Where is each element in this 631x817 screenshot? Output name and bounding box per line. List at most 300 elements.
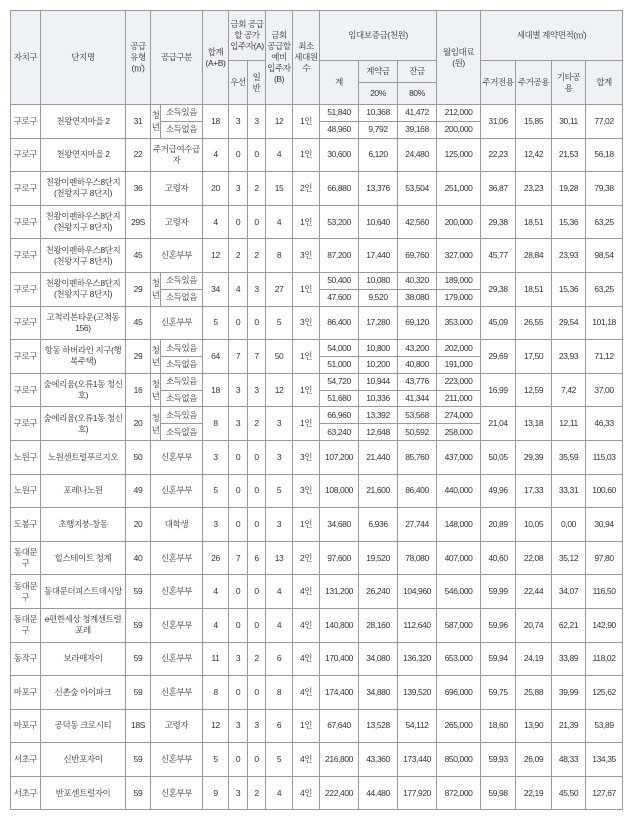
cell-min-household: 4인 — [293, 642, 320, 676]
cell-deposit-total: 63,240 — [320, 424, 359, 441]
cell-reserve: 5 — [266, 474, 293, 508]
cell-deposit-total: 140,800 — [320, 608, 359, 642]
cell-category: 대학생 — [151, 508, 203, 542]
cell-deposit-total: 66,880 — [320, 172, 359, 206]
cell-balance: 69,760 — [398, 239, 437, 273]
cell-min-household: 4인 — [293, 676, 320, 710]
cell-min-household: 4인 — [293, 575, 320, 609]
cell-category: 소득있음 — [161, 272, 203, 289]
cell-contract: 34,080 — [359, 642, 398, 676]
cell-min-household: 1인 — [293, 340, 320, 374]
cell-min-household: 1인 — [293, 407, 320, 441]
cell-contract: 17,280 — [359, 306, 398, 340]
cell-area-total: 101,18 — [586, 306, 623, 340]
cell-general: 0 — [248, 138, 266, 172]
cell-type: 59 — [126, 743, 151, 777]
cell-reserve: 4 — [266, 205, 293, 239]
cell-rent: 125,000 — [437, 138, 481, 172]
cell-category: 신혼부부 — [151, 743, 203, 777]
cell-contract: 9,520 — [359, 289, 398, 306]
cell-type: 29S — [126, 205, 151, 239]
cell-area-other: 19,28 — [552, 172, 586, 206]
cell-contract: 13,392 — [359, 407, 398, 424]
cell-total: 4 — [203, 575, 229, 609]
cell-total: 9 — [203, 776, 229, 810]
cell-type: 59 — [126, 575, 151, 609]
cell-area-excl: 59,94 — [481, 642, 516, 676]
cell-total: 4 — [203, 608, 229, 642]
cell-priority: 0 — [229, 508, 248, 542]
header-type: 공급유형(㎡) — [126, 11, 151, 105]
cell-area-excl: 36,87 — [481, 172, 516, 206]
cell-deposit-total: 174,400 — [320, 676, 359, 710]
cell-priority: 3 — [229, 373, 248, 407]
cell-area-shared: 18,51 — [516, 272, 552, 306]
cell-category: 주거급여수급자 — [151, 138, 203, 172]
cell-rent: 696,000 — [437, 676, 481, 710]
cell-priority: 3 — [229, 172, 248, 206]
cell-reserve: 4 — [266, 138, 293, 172]
cell-area-other: 23,93 — [552, 239, 586, 273]
cell-rent: 258,000 — [437, 424, 481, 441]
cell-reserve: 15 — [266, 172, 293, 206]
cell-area-total: 77,02 — [586, 105, 623, 139]
cell-type: 59 — [126, 676, 151, 710]
cell-rent: 587,000 — [437, 608, 481, 642]
cell-reserve: 8 — [266, 239, 293, 273]
cell-min-household: 3인 — [293, 474, 320, 508]
cell-name: 천왕이펜하우스8단지(천왕지구 8단지) — [41, 239, 126, 273]
cell-contract: 10,368 — [359, 105, 398, 122]
cell-category: 신혼부부 — [151, 474, 203, 508]
cell-gu: 동대문구 — [11, 575, 41, 609]
cell-contract: 10,200 — [359, 356, 398, 373]
cell-area-total: 98,54 — [586, 239, 623, 273]
cell-type: 59 — [126, 608, 151, 642]
cell-category: 신혼부부 — [151, 608, 203, 642]
cell-balance: 40,800 — [398, 356, 437, 373]
cell-general: 0 — [248, 575, 266, 609]
cell-name: 숲에리움(오류1동 청신호) — [41, 373, 126, 407]
cell-priority: 4 — [229, 272, 248, 306]
cell-category: 소득없음 — [161, 289, 203, 306]
cell-general: 6 — [248, 541, 266, 575]
cell-contract: 28,160 — [359, 608, 398, 642]
cell-area-shared: 13,18 — [516, 407, 552, 441]
cell-general: 0 — [248, 608, 266, 642]
cell-area-other: 33,31 — [552, 474, 586, 508]
header-area-total: 합계 — [586, 61, 623, 105]
cell-total: 12 — [203, 239, 229, 273]
cell-reserve: 4 — [266, 608, 293, 642]
cell-gu: 서초구 — [11, 743, 41, 777]
table-row — [11, 508, 623, 542]
table-row — [11, 709, 623, 743]
cell-balance: 43,200 — [398, 340, 437, 357]
cell-general: 0 — [248, 306, 266, 340]
cell-gu: 동작구 — [11, 642, 41, 676]
cell-area-excl: 49,96 — [481, 474, 516, 508]
cell-category: 신혼부부 — [151, 440, 203, 474]
cell-contract: 10,944 — [359, 373, 398, 390]
cell-area-shared: 13,90 — [516, 709, 552, 743]
cell-category: 신혼부부 — [151, 306, 203, 340]
cell-area-excl: 20,89 — [481, 508, 516, 542]
cell-area-other: 15,36 — [552, 205, 586, 239]
cell-balance: 112,640 — [398, 608, 437, 642]
cell-gu: 구로구 — [11, 205, 41, 239]
cell-name: 노원센트럴푸르지오 — [41, 440, 126, 474]
cell-deposit-total: 87,200 — [320, 239, 359, 273]
table-row — [11, 172, 623, 206]
cell-area-other: 39,99 — [552, 676, 586, 710]
cell-name: 천왕연지마을 2 — [41, 105, 126, 139]
cell-area-excl: 29,38 — [481, 272, 516, 306]
cell-name: 신촌숲 아이파크 — [41, 676, 126, 710]
cell-area-excl: 59,96 — [481, 608, 516, 642]
cell-name: 고척리본타운(고척동 156) — [41, 306, 126, 340]
cell-category: 소득있음 — [161, 340, 203, 357]
cell-name: e편한세상 청계센트럴포레 — [41, 608, 126, 642]
cell-reserve: 3 — [266, 440, 293, 474]
cell-area-excl: 22,23 — [481, 138, 516, 172]
cell-gu: 구로구 — [11, 373, 41, 407]
cell-balance: 27,744 — [398, 508, 437, 542]
cell-area-total: 118,02 — [586, 642, 623, 676]
cell-contract: 10,080 — [359, 272, 398, 289]
cell-contract: 13,528 — [359, 709, 398, 743]
cell-min-household: 1인 — [293, 105, 320, 139]
cell-general: 3 — [248, 272, 266, 306]
cell-contract: 6,936 — [359, 508, 398, 542]
cell-min-household: 4인 — [293, 776, 320, 810]
cell-area-other: 7,42 — [552, 373, 586, 407]
cell-gu: 구로구 — [11, 306, 41, 340]
cell-deposit-total: 48,960 — [320, 121, 359, 138]
cell-balance: 39,168 — [398, 121, 437, 138]
cell-priority: 0 — [229, 205, 248, 239]
cell-general: 2 — [248, 239, 266, 273]
header-name: 단지명 — [41, 11, 126, 105]
cell-name: 천왕이펜하우스8단지(천왕지구 8단지) — [41, 172, 126, 206]
cell-min-household: 1인 — [293, 138, 320, 172]
cell-deposit-total: 54,720 — [320, 373, 359, 390]
cell-name: 천왕이펜하우스8단지(천왕지구 8단지) — [41, 205, 126, 239]
cell-area-other: 29,54 — [552, 306, 586, 340]
header-gu: 자치구 — [11, 11, 41, 105]
cell-type: 49 — [126, 474, 151, 508]
cell-area-total: 30,94 — [586, 508, 623, 542]
cell-category: 신혼부부 — [151, 776, 203, 810]
cell-deposit-total: 51,680 — [320, 390, 359, 407]
cell-rent: 546,000 — [437, 575, 481, 609]
cell-balance: 24,480 — [398, 138, 437, 172]
cell-general: 0 — [248, 440, 266, 474]
cell-balance: 41,472 — [398, 105, 437, 122]
cell-area-total: 56,18 — [586, 138, 623, 172]
header-deposit-total: 계 — [320, 61, 359, 105]
cell-deposit-total: 107,200 — [320, 440, 359, 474]
table-row — [11, 105, 623, 122]
cell-area-shared: 10,05 — [516, 508, 552, 542]
cell-area-other: 15,36 — [552, 272, 586, 306]
cell-category: 신혼부부 — [151, 676, 203, 710]
cell-name: 공덕동 크로시티 — [41, 709, 126, 743]
cell-contract: 43,360 — [359, 743, 398, 777]
cell-type: 29 — [126, 340, 151, 374]
cell-reserve: 6 — [266, 642, 293, 676]
cell-min-household: 4인 — [293, 608, 320, 642]
cell-rent: 407,000 — [437, 541, 481, 575]
cell-area-other: 35,12 — [552, 541, 586, 575]
cell-general: 2 — [248, 642, 266, 676]
cell-area-total: 71,12 — [586, 340, 623, 374]
cell-rent: 179,000 — [437, 289, 481, 306]
cell-name: 포레나노원 — [41, 474, 126, 508]
cell-priority: 3 — [229, 776, 248, 810]
cell-deposit-total: 216,800 — [320, 743, 359, 777]
cell-contract: 12,648 — [359, 424, 398, 441]
header-area: 세대별 계약면적(㎡) — [481, 11, 623, 61]
cell-contract: 6,120 — [359, 138, 398, 172]
cell-youth: 청년 — [151, 373, 161, 407]
cell-reserve: 6 — [266, 709, 293, 743]
cell-area-total: 37,00 — [586, 373, 623, 407]
cell-min-household: 2인 — [293, 172, 320, 206]
cell-area-other: 30,11 — [552, 105, 586, 139]
header-reserve: 금회 공급할 예비 입주자(B) — [266, 11, 293, 105]
cell-area-shared: 12,59 — [516, 373, 552, 407]
cell-min-household: 1인 — [293, 272, 320, 306]
cell-deposit-total: 51,000 — [320, 356, 359, 373]
cell-priority: 3 — [229, 709, 248, 743]
cell-deposit-total: 108,000 — [320, 474, 359, 508]
cell-contract: 10,800 — [359, 340, 398, 357]
cell-type: 45 — [126, 239, 151, 273]
header-deposit: 임대보증금(천원) — [320, 11, 437, 61]
cell-area-excl: 29,69 — [481, 340, 516, 374]
cell-area-total: 100,60 — [586, 474, 623, 508]
header-contract-pct: 20% — [359, 83, 398, 105]
cell-category: 소득있음 — [161, 373, 203, 390]
cell-area-other: 62,21 — [552, 608, 586, 642]
cell-priority: 0 — [229, 138, 248, 172]
cell-area-other: 21,39 — [552, 709, 586, 743]
cell-min-household: 1인 — [293, 373, 320, 407]
cell-deposit-total: 67,640 — [320, 709, 359, 743]
cell-total: 34 — [203, 272, 229, 306]
cell-total: 11 — [203, 642, 229, 676]
cell-balance: 43,776 — [398, 373, 437, 390]
cell-rent: 327,000 — [437, 239, 481, 273]
header-contract: 계약금 — [359, 61, 398, 83]
cell-rent: 200,000 — [437, 121, 481, 138]
cell-area-total: 46,33 — [586, 407, 623, 441]
cell-name: 초행지붕-창동 — [41, 508, 126, 542]
cell-general: 2 — [248, 172, 266, 206]
cell-deposit-total: 50,400 — [320, 272, 359, 289]
cell-area-excl: 59,98 — [481, 776, 516, 810]
cell-general: 3 — [248, 373, 266, 407]
header-area-other: 기타공용 — [552, 61, 586, 105]
header-vacant: 금회 공급할 공가 입주자(A) — [229, 11, 266, 61]
cell-area-other: 0,00 — [552, 508, 586, 542]
cell-rent: 653,000 — [437, 642, 481, 676]
cell-general: 3 — [248, 105, 266, 139]
cell-contract: 21,600 — [359, 474, 398, 508]
cell-area-excl: 40,60 — [481, 541, 516, 575]
cell-balance: 53,568 — [398, 407, 437, 424]
cell-deposit-total: 53,200 — [320, 205, 359, 239]
cell-type: 36 — [126, 172, 151, 206]
cell-area-total: 53,89 — [586, 709, 623, 743]
cell-deposit-total: 54,000 — [320, 340, 359, 357]
cell-balance: 139,520 — [398, 676, 437, 710]
cell-contract: 19,520 — [359, 541, 398, 575]
cell-name: 힐스테이트 청계 — [41, 541, 126, 575]
cell-rent: 189,000 — [437, 272, 481, 289]
table-row — [11, 373, 623, 390]
cell-name: 천왕이펜하우스8단지(천왕지구 8단지) — [41, 272, 126, 306]
cell-total: 64 — [203, 340, 229, 374]
cell-priority: 3 — [229, 407, 248, 441]
cell-gu: 동대문구 — [11, 541, 41, 575]
cell-area-shared: 26,55 — [516, 306, 552, 340]
cell-deposit-total: 51,840 — [320, 105, 359, 122]
cell-rent: 440,000 — [437, 474, 481, 508]
table-row — [11, 205, 623, 239]
cell-balance: 85,760 — [398, 440, 437, 474]
cell-total: 3 — [203, 440, 229, 474]
header-balance: 잔금 — [398, 61, 437, 83]
cell-min-household: 3인 — [293, 440, 320, 474]
cell-area-shared: 17,33 — [516, 474, 552, 508]
cell-priority: 3 — [229, 105, 248, 139]
cell-area-excl: 59,75 — [481, 676, 516, 710]
cell-area-total: 63,25 — [586, 272, 623, 306]
table-row — [11, 407, 623, 424]
cell-area-excl: 16,99 — [481, 373, 516, 407]
cell-type: 20 — [126, 508, 151, 542]
cell-total: 8 — [203, 407, 229, 441]
cell-contract: 26,240 — [359, 575, 398, 609]
cell-reserve: 13 — [266, 541, 293, 575]
cell-total: 18 — [203, 105, 229, 139]
cell-contract: 44,480 — [359, 776, 398, 810]
cell-area-shared: 20,74 — [516, 608, 552, 642]
cell-rent: 872,000 — [437, 776, 481, 810]
cell-area-total: 63,25 — [586, 205, 623, 239]
cell-area-total: 142,90 — [586, 608, 623, 642]
cell-general: 0 — [248, 508, 266, 542]
cell-gu: 구로구 — [11, 172, 41, 206]
cell-category: 소득없음 — [161, 356, 203, 373]
table-row — [11, 474, 623, 508]
cell-rent: 353,000 — [437, 306, 481, 340]
cell-total: 12 — [203, 709, 229, 743]
cell-area-other: 45,50 — [552, 776, 586, 810]
cell-priority: 0 — [229, 474, 248, 508]
table-row — [11, 575, 623, 609]
cell-rent: 148,000 — [437, 508, 481, 542]
cell-total: 20 — [203, 172, 229, 206]
cell-youth: 청년 — [151, 407, 161, 441]
cell-gu: 구로구 — [11, 105, 41, 139]
cell-area-shared: 23,23 — [516, 172, 552, 206]
cell-deposit-total: 222,400 — [320, 776, 359, 810]
cell-priority: 0 — [229, 608, 248, 642]
cell-deposit-total: 170,400 — [320, 642, 359, 676]
cell-area-excl: 31,06 — [481, 105, 516, 139]
cell-area-other: 35,59 — [552, 440, 586, 474]
cell-priority: 0 — [229, 440, 248, 474]
cell-reserve: 5 — [266, 306, 293, 340]
cell-rent: 251,000 — [437, 172, 481, 206]
table-row — [11, 608, 623, 642]
cell-category: 고령자 — [151, 205, 203, 239]
cell-name: 동대문더피스트데시앙 — [41, 575, 126, 609]
cell-area-shared: 29,39 — [516, 440, 552, 474]
cell-rent: 223,000 — [437, 373, 481, 390]
cell-reserve: 12 — [266, 373, 293, 407]
cell-gu: 서초구 — [11, 776, 41, 810]
table-row — [11, 340, 623, 357]
cell-rent: 202,000 — [437, 340, 481, 357]
cell-name: 보라매자이 — [41, 642, 126, 676]
cell-gu: 마포구 — [11, 709, 41, 743]
header-min-household: 최소 세대원 수 — [293, 11, 320, 105]
cell-balance: 53,504 — [398, 172, 437, 206]
cell-deposit-total: 34,680 — [320, 508, 359, 542]
cell-category: 소득없음 — [161, 121, 203, 138]
cell-balance: 86,400 — [398, 474, 437, 508]
cell-balance: 104,960 — [398, 575, 437, 609]
cell-area-excl: 18,60 — [481, 709, 516, 743]
cell-area-other: 23,93 — [552, 340, 586, 374]
cell-priority: 3 — [229, 642, 248, 676]
cell-category: 신혼부부 — [151, 575, 203, 609]
table-row — [11, 642, 623, 676]
cell-area-shared: 22,44 — [516, 575, 552, 609]
cell-category: 소득있음 — [161, 105, 203, 122]
cell-priority: 7 — [229, 541, 248, 575]
cell-type: 29 — [126, 272, 151, 306]
cell-general: 0 — [248, 743, 266, 777]
cell-area-total: 134,35 — [586, 743, 623, 777]
cell-area-excl: 21,04 — [481, 407, 516, 441]
cell-priority: 0 — [229, 575, 248, 609]
cell-contract: 21,440 — [359, 440, 398, 474]
cell-total: 4 — [203, 205, 229, 239]
cell-type: 18S — [126, 709, 151, 743]
cell-area-excl: 59,99 — [481, 575, 516, 609]
cell-total: 18 — [203, 373, 229, 407]
cell-min-household: 3인 — [293, 239, 320, 273]
cell-area-excl: 59,93 — [481, 743, 516, 777]
cell-reserve: 27 — [266, 272, 293, 306]
cell-gu: 노원구 — [11, 440, 41, 474]
cell-type: 31 — [126, 105, 151, 139]
cell-area-total: 116,50 — [586, 575, 623, 609]
cell-contract: 17,440 — [359, 239, 398, 273]
cell-balance: 78,080 — [398, 541, 437, 575]
cell-category: 소득있음 — [161, 407, 203, 424]
table-row — [11, 440, 623, 474]
cell-area-other: 34,07 — [552, 575, 586, 609]
cell-category: 소득없음 — [161, 390, 203, 407]
cell-total: 5 — [203, 306, 229, 340]
cell-contract: 34,880 — [359, 676, 398, 710]
